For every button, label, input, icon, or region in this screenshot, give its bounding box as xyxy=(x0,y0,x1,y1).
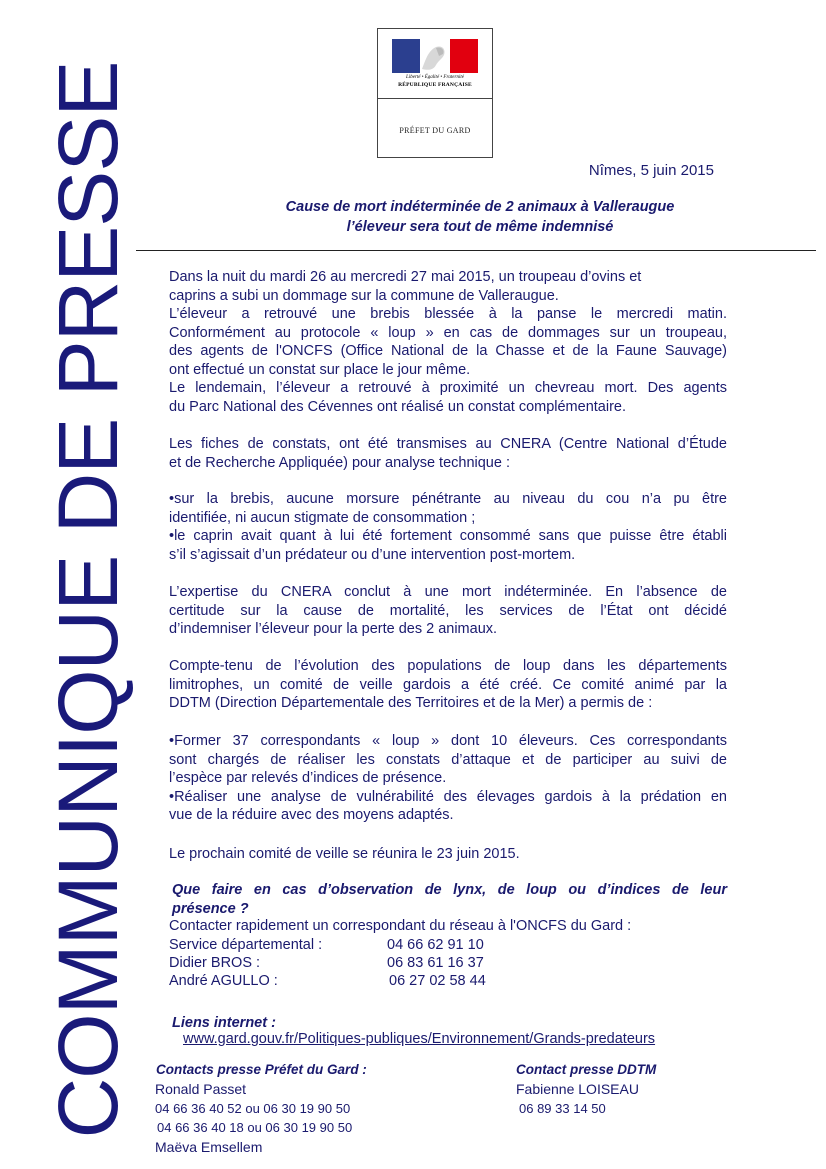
text-line: L’expertise du CNERA conclut à une mort indéterminée. En l’absence de xyxy=(169,584,727,600)
paragraph-comite xyxy=(169,657,727,713)
text-line: Compte-tenu de l’évolution des populations de loup dans les départements xyxy=(169,658,727,674)
prefet-press-heading: Contacts presse Préfet du Gard : xyxy=(156,1062,367,1077)
text-line: L’éleveur a retrouvé une brebis blessée à la panse le mercredi matin. xyxy=(169,306,727,322)
header-divider xyxy=(136,250,816,251)
text-line: vue de la réduire avec des moyens adaptés. xyxy=(169,807,454,823)
text-line: du Parc National des Cévennes ont réalisé un constat complémentaire. xyxy=(169,398,627,415)
prefet-contact-name: Ronald Passet xyxy=(155,1081,247,1097)
text-line: s’il s’agissait d’un prédateur ou d’une intervention post-mortem. xyxy=(169,546,576,563)
text-line: Dans la nuit du mardi 26 au mercredi 27 mai 2015, un troupeau d’ovins et xyxy=(169,269,642,285)
text-line: Les fiches de constats, ont été transmises au CNERA (Centre National d’Étude xyxy=(169,436,727,452)
text-line: caprins a subi un dommage sur la commune de Valleraugue. xyxy=(169,287,559,304)
paragraph-cnera xyxy=(169,435,727,472)
text-line: •le caprin avait quant à lui été fortement consommé sans que puisse être établi xyxy=(169,528,727,544)
contact-label: André AGULLO : xyxy=(169,973,278,989)
text-line: Le prochain comité de veille se réunira le 23 juin 2015. xyxy=(169,846,520,862)
prefet-contact-phone: 04 66 36 40 18 ou 06 30 19 90 50 xyxy=(157,1120,353,1135)
text-line: Le lendemain, l’éleveur a retrouvé à proximité un chevreau mort. Des agents xyxy=(169,380,727,396)
links-heading: Liens internet : xyxy=(172,1015,276,1031)
paragraph-incident xyxy=(169,268,727,416)
text-line: certitude sur la cause de mortalité, les services de l’État ont décidé xyxy=(169,602,727,619)
question-heading: présence ? xyxy=(172,900,249,917)
bullet-list-findings xyxy=(169,490,727,564)
contact-label: Service départemental : xyxy=(169,937,323,953)
question-block xyxy=(172,881,727,918)
text-line: ont effectué un constat sur place le jour même. xyxy=(169,361,471,378)
question-heading: Que faire en cas d’observation de lynx, de loup ou d’indices de leur xyxy=(172,882,727,898)
headline-line-1: Cause de mort indéterminée de 2 animaux à Valleraugue xyxy=(285,199,675,215)
text-line: limitrophes, un comité de veille gardois a été créé. Ce comité animé par la xyxy=(169,676,727,693)
grands-predateurs-link[interactable]: www.gard.gouv.fr/Politiques-publiques/Environnement/Grands-predateurs xyxy=(183,1031,656,1047)
text-line: identifiée, ni aucun stigmate de consommation ; xyxy=(169,509,476,526)
text-line: Contacter rapidement un correspondant du réseau à l'ONCFS du Gard : xyxy=(169,918,632,934)
marianne-block xyxy=(378,29,492,99)
text-line: et de Recherche Appliquée) pour analyse technique : xyxy=(169,454,510,471)
prefecture-logo xyxy=(377,28,493,158)
press-date: Nîmes, 5 juin 2015 xyxy=(588,162,714,179)
vertical-sidebar xyxy=(0,0,140,1169)
ddtm-contact-name: Fabienne LOISEAU xyxy=(516,1081,639,1097)
text-line: DDTM (Direction Départementale des Territoires et de la Mer) a permis de : xyxy=(169,695,653,711)
contact-phone: 06 27 02 58 44 xyxy=(389,973,486,989)
paragraph-next-meeting xyxy=(169,845,727,864)
text-line: •Réaliser une analyse de vulnérabilité des élevages gardois à la prédation en xyxy=(169,788,727,805)
prefet-label: PRÉFET DU GARD xyxy=(399,126,471,135)
headline-line-2: l’éleveur sera tout de même indemnisé xyxy=(346,219,614,235)
republic-motto: Liberté • Égalité • Fraternité xyxy=(406,75,464,80)
prefet-contact-phone: 04 66 36 40 52 ou 06 30 19 90 50 xyxy=(155,1101,351,1116)
text-line: des agents de l'ONCFS (Office National de la Chasse et de la Faune Sauvage) xyxy=(169,343,727,359)
text-line: •Former 37 correspondants « loup » dont 10 éleveurs. Ces correspondants xyxy=(169,733,727,749)
ddtm-press-heading: Contact presse DDTM xyxy=(516,1062,657,1077)
text-line: d’indemniser l’éleveur pour la perte des 2 animaux. xyxy=(169,621,498,637)
bullet-list-actions xyxy=(169,732,727,825)
republique-francaise-label: RÉPUBLIQUE FRANÇAISE xyxy=(398,82,472,88)
text-line: sont chargés de réaliser les constats d’attaque et de participer au suivi de xyxy=(169,751,727,768)
contact-phone: 06 83 61 16 37 xyxy=(387,955,484,971)
text-line: l’espèce par relevés d’indices de présence. xyxy=(169,770,447,786)
marianne-flag-icon xyxy=(392,39,478,73)
text-line: Conformément au protocole « loup » en cas de dommages sur un troupeau, xyxy=(169,324,727,341)
paragraph-expertise xyxy=(169,583,727,639)
contact-phone: 04 66 62 91 10 xyxy=(387,937,484,953)
text-line: •sur la brebis, aucune morsure pénétrante au niveau du cou n’a pu être xyxy=(169,491,727,507)
contact-instruction xyxy=(169,917,727,936)
ddtm-contact-phone: 06 89 33 14 50 xyxy=(519,1101,606,1116)
contact-label: Didier BROS : xyxy=(169,955,261,971)
prefet-contact-name: Maëva Emsellem xyxy=(155,1139,263,1155)
vertical-title: COMMUNIQUE DE PRESSE xyxy=(41,61,135,1139)
